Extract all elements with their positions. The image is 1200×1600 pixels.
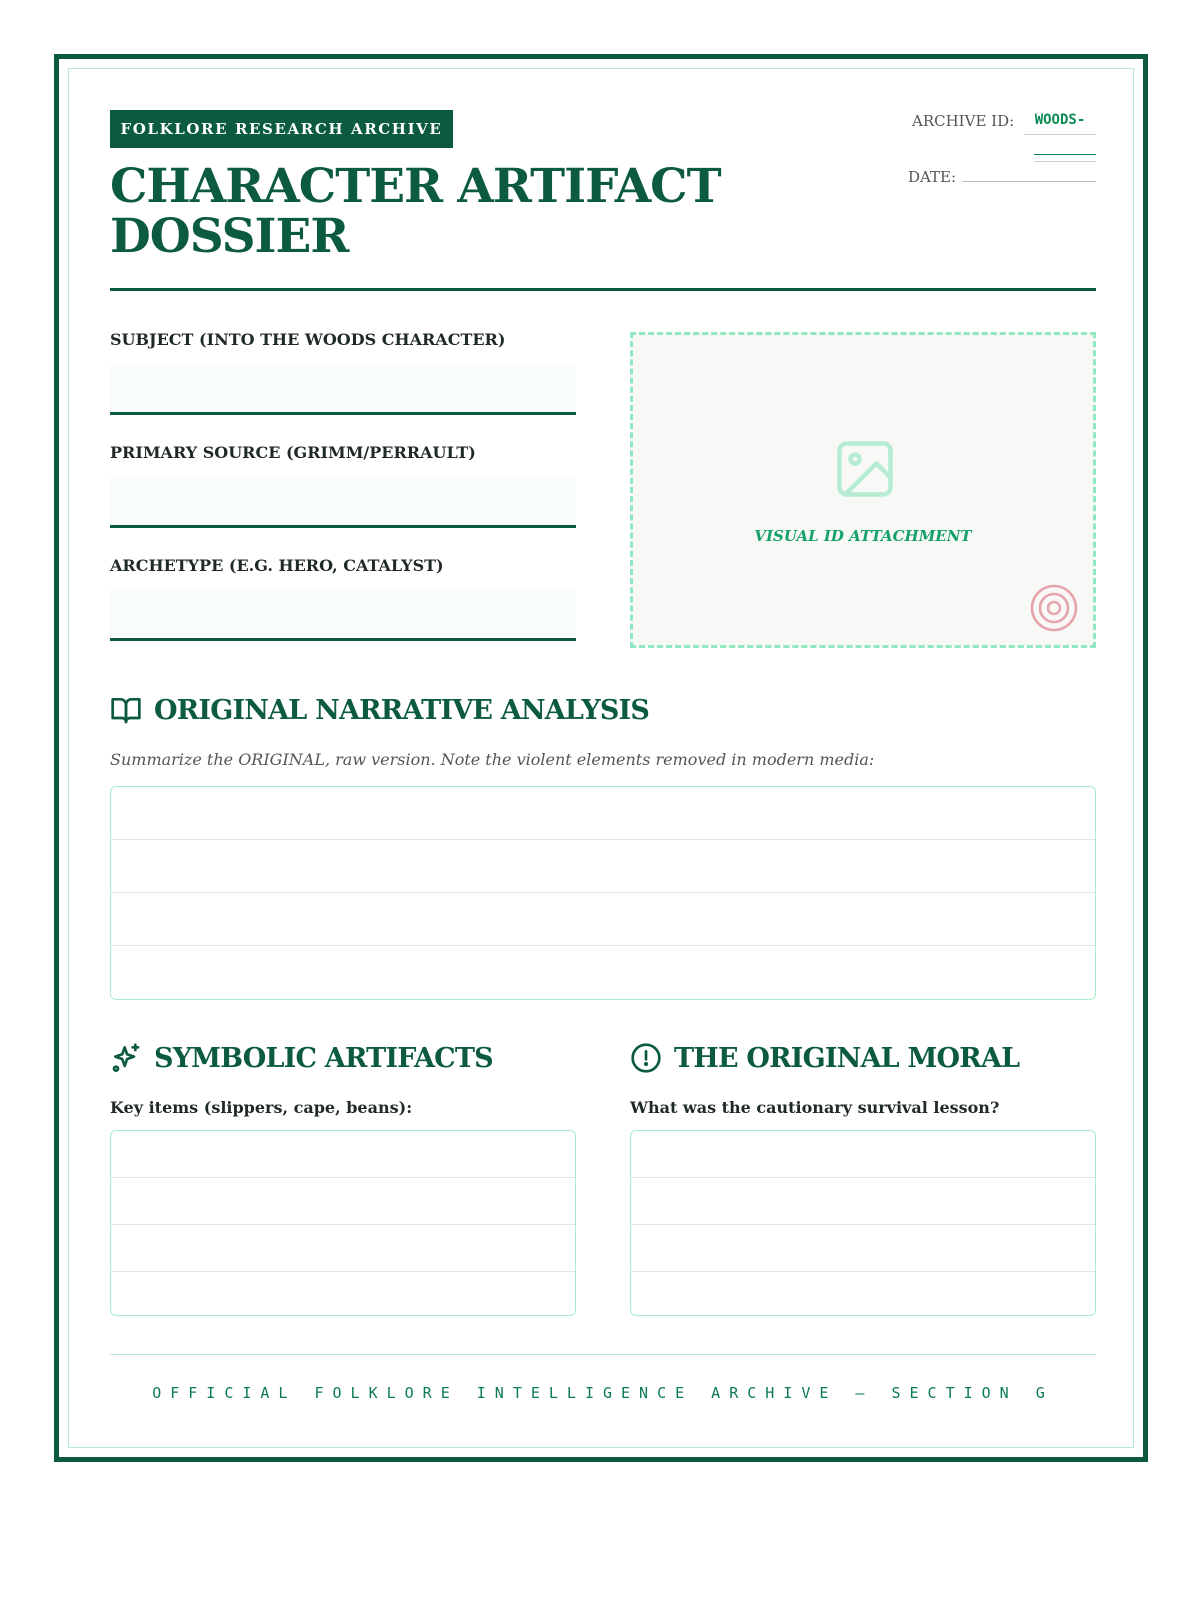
primary-source-input[interactable] xyxy=(110,477,576,528)
sparkles-icon xyxy=(110,1042,142,1074)
primary-source-label: PRIMARY SOURCE (GRIMM/PERRAULT) xyxy=(110,443,476,462)
writing-line xyxy=(631,1225,1095,1272)
date-label: DATE: xyxy=(908,168,957,186)
narrative-textarea[interactable] xyxy=(110,786,1096,1000)
moral-section-title: THE ORIGINAL MORAL xyxy=(674,1042,1020,1074)
writing-line xyxy=(111,1178,575,1225)
archive-id-field-continuation[interactable] xyxy=(1034,154,1096,162)
footer-divider xyxy=(110,1354,1096,1355)
artifacts-textarea[interactable] xyxy=(110,1130,576,1316)
moral-question: What was the cautionary survival lesson? xyxy=(630,1098,1000,1117)
writing-line xyxy=(111,893,1095,946)
image-icon xyxy=(831,435,899,503)
writing-line xyxy=(111,840,1095,893)
writing-line xyxy=(631,1178,1095,1225)
writing-line xyxy=(111,1131,575,1178)
writing-line xyxy=(111,1272,575,1316)
writing-line xyxy=(111,1225,575,1272)
writing-line xyxy=(631,1272,1095,1316)
header-divider xyxy=(110,288,1096,291)
date-field[interactable] xyxy=(962,181,1096,182)
narrative-section-title: ORIGINAL NARRATIVE ANALYSIS xyxy=(154,694,650,726)
moral-textarea[interactable] xyxy=(630,1130,1096,1316)
artifacts-section-title: SYMBOLIC ARTIFACTS xyxy=(154,1042,493,1074)
archive-id-label: ARCHIVE ID: xyxy=(912,112,1015,130)
visual-id-caption: VISUAL ID ATTACHMENT xyxy=(754,527,972,545)
archetype-input[interactable] xyxy=(110,590,576,641)
page-title: CHARACTER ARTIFACT DOSSIER xyxy=(110,159,721,264)
alert-circle-icon xyxy=(630,1042,662,1074)
subject-input[interactable] xyxy=(110,364,576,415)
footer-text: OFFICIAL FOLKLORE INTELLIGENCE ARCHIVE — SECTION G xyxy=(152,1384,1054,1402)
archive-id-field[interactable]: WOODS- xyxy=(1024,112,1096,135)
seal-icon xyxy=(1029,583,1079,633)
open-book-icon xyxy=(110,694,142,726)
artifacts-question: Key items (slippers, cape, beans): xyxy=(110,1098,413,1117)
writing-line xyxy=(111,787,1095,840)
artifacts-section-header xyxy=(110,1042,493,1074)
moral-section-header xyxy=(630,1042,1019,1074)
visual-id-attachment[interactable] xyxy=(630,332,1096,648)
writing-line xyxy=(111,946,1095,998)
writing-line xyxy=(631,1131,1095,1178)
archetype-label: ARCHETYPE (E.G. HERO, CATALYST) xyxy=(110,556,444,575)
subject-label: SUBJECT (INTO THE WOODS CHARACTER) xyxy=(110,330,506,349)
narrative-hint: Summarize the ORIGINAL, raw version. Note the violent elements removed in modern media: xyxy=(110,750,875,769)
narrative-section-header xyxy=(110,694,649,726)
archive-badge: FOLKLORE RESEARCH ARCHIVE xyxy=(110,110,453,148)
